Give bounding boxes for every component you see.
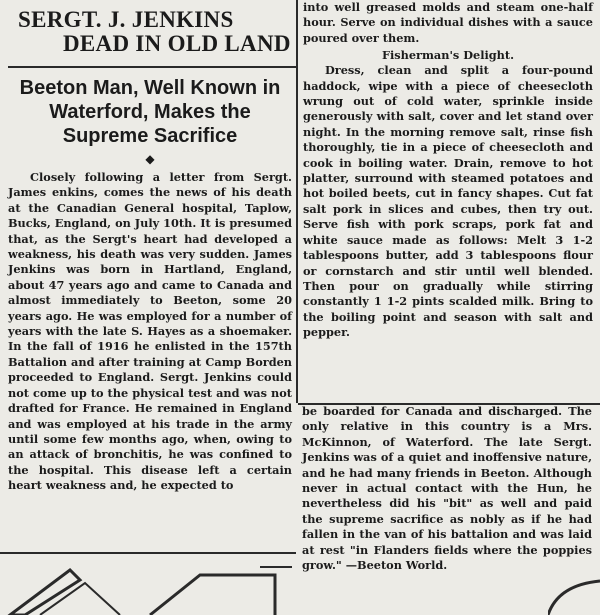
obituary-column xyxy=(8,8,292,494)
recipe-title: Fisherman's Delight. xyxy=(381,48,515,63)
article-continued-body: be boarded for Canada and discharged. The only relative in this country is a Mrs. McKinnon, of Waterford. The late Sergt. Jenkins was of a quiet and inoffensive nature, and he had many friends in Beeton. Although never in actual contact with the Hun, he nevertheless did his "bit" as well and paid the supreme sacrifice as nobly as if he had fallen in the van of his battalion and was laid at rest "in Flanders fields where the poppies grow." —Beeton World. xyxy=(302,404,592,573)
headline-rule xyxy=(8,66,296,68)
recipe-body: Dress, clean and split a four-pound haddock, wipe with a piece of cheesecloth wrung out of cold water, sprinkle inside generously with salt, cover and let stand over night. In the morning remove salt, rinse fish thoroughly, tie in a piece of cheesecloth and cook in boiling water. Drain, remove to hot platter, surround with steamed potatoes and hot boiled beets, cut in fancy shapes. Cut fat salt pork in slices and cubes, then try out. Serve fish with pork scraps, pork fat and white sauce made as follows: Melt 3 1-2 tablespoons butter, add 3 tablespoons flour or cornstarch and stir until well blended. Then pour on gradually while stirring constantly 1 1-2 pints scalded milk. Bring to the boiling point and season with salt and pepper. xyxy=(303,63,593,340)
article-continuation xyxy=(302,404,592,573)
subheadline: Beeton Man, Well Known in Waterford, Makes the Supreme Sacrifice xyxy=(19,77,281,147)
headline-line-2: DEAD IN OLD LAND xyxy=(63,31,291,56)
article-body: Closely following a letter from Sergt. James enkins, comes the news of his death at the Canadian General hospital, Taplow, Bucks, England, on July 10th. It is presumed that, as the Sergt's heart had developed a weakness, his death was very sudden. James Jenkins was born in Hartland, England, about 47 years ago and came to Canada and almost immediately to Beeton, some 20 years ago. He was employed for a number of years with the late S. Hayes as a shoemaker. In the fall of 1916 he enlisted in the 157th Battalion and after training at Camp Borden proceeded to England. Sergt. Jenkins could not come up to the physical test and was not drafted for France. He remained in England and was employed at his trade in the army until some few months ago, when, owing to an attack of bronchitis, he was confined to the hospital. This disease left a certain heart weakness and, he expected to xyxy=(8,170,292,493)
advertisement-border-art xyxy=(0,545,296,615)
corner-ornament-icon xyxy=(548,575,600,615)
diamond-ornament-icon: ◆ xyxy=(145,152,155,166)
column-divider xyxy=(296,0,298,403)
recipe-column xyxy=(303,0,593,341)
previous-recipe-tail: into well greased molds and steam one-half hour. Serve on individual dishes with a sauce poured over them. xyxy=(303,0,593,45)
headline-line-1: SERGT. J. JENKINS xyxy=(18,7,234,32)
